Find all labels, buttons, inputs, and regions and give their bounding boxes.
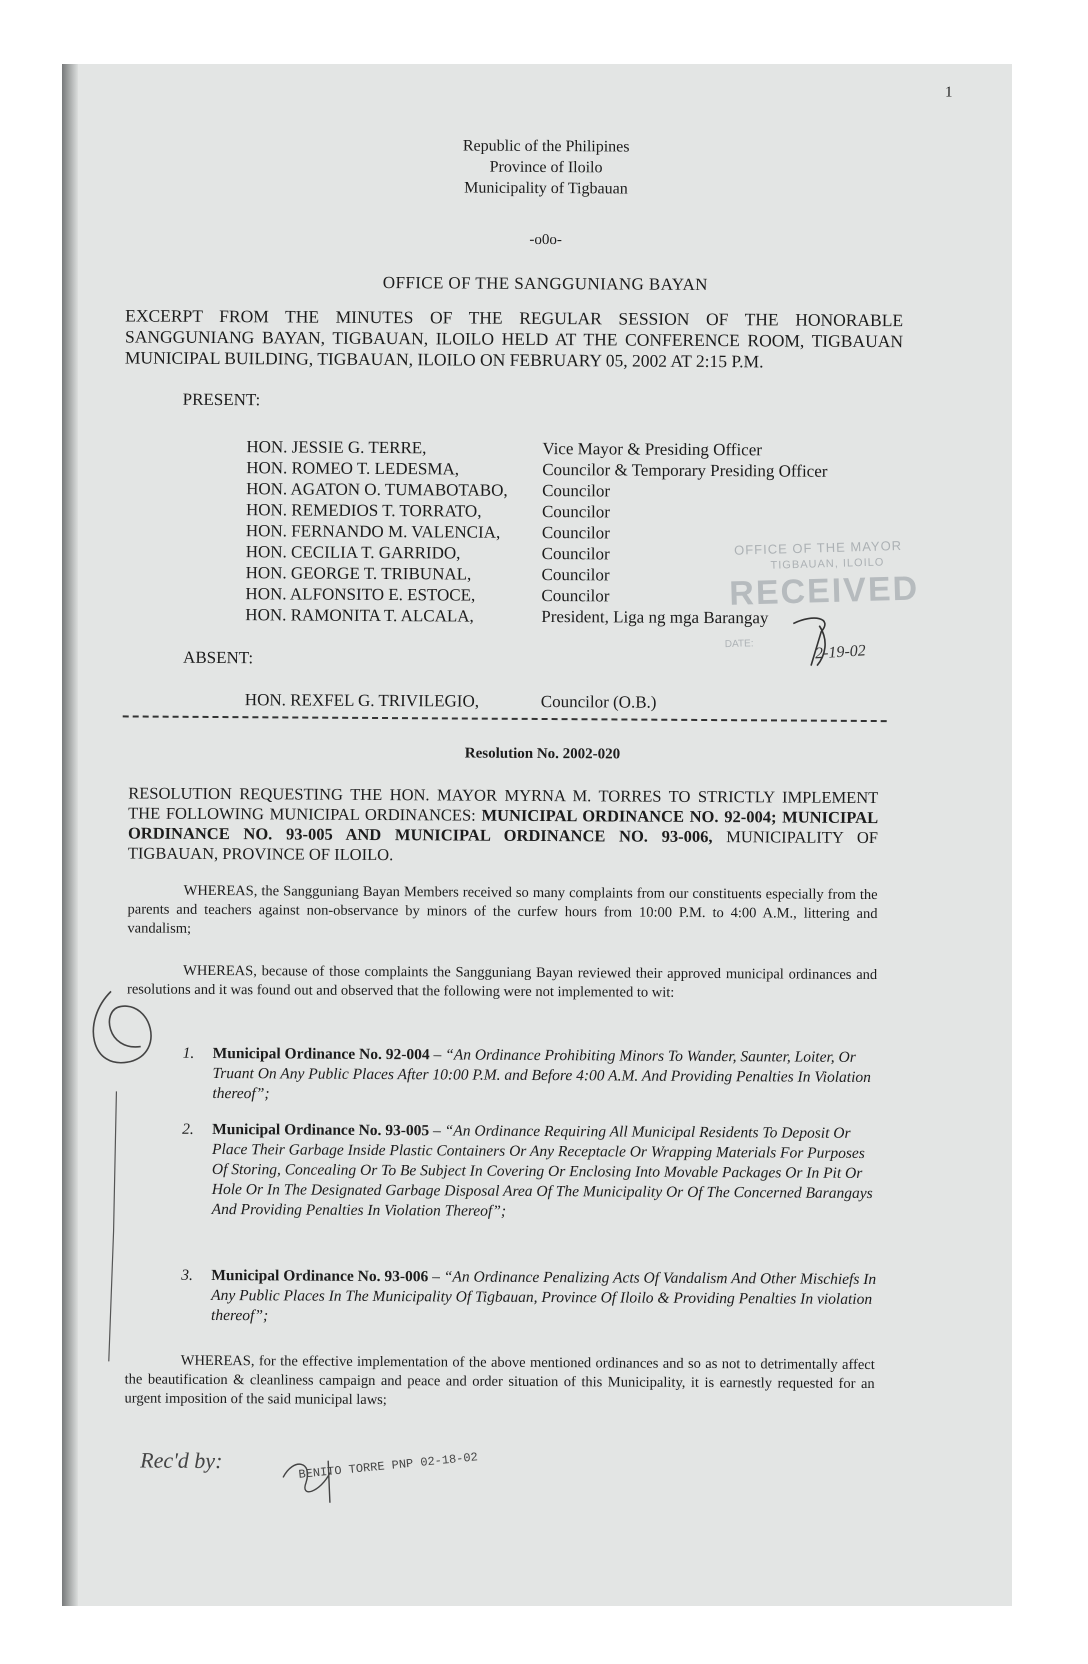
ordinance-title: Municipal Ordinance No. 93-006	[211, 1266, 429, 1286]
resolution-title-part1: RESOLUTION REQUESTING THE HON. MAYOR MYRNA M. TORRES TO STRICTLY IMPLEMENT THE FOLLOWING MUNICIPAL ORDINANCES:	[128, 783, 879, 825]
present-name: HON. ROMEO T. LEDESMA,	[246, 458, 460, 479]
absent-name: HON. REXFEL G. TRIVILEGIO,	[244, 690, 480, 711]
stamp-received: RECEIVED	[728, 569, 920, 613]
received-by-note: Rec'd by:	[140, 1447, 223, 1474]
absent-heading: ABSENT:	[183, 647, 254, 668]
letterhead-province: Province of Iloilo	[489, 158, 603, 177]
ordinance-description: – “An Ordinance Requiring All Municipal Residents To Deposit Or Place Their Garbage Inside Plastic Containers Or Any Receptacle Or Wrapping Materials For Purposes Of Storing, Concealing Or To Be Subject In Covering Or Enclosing Into Movable Packages Or In Pit Or Hole Or In The Designated Garbage Disposal Area Of The Municipality Or Of The Concerned Barangays And Providing Penalties In Violation Thereof”;	[211, 1122, 873, 1220]
received-stamp	[720, 532, 955, 659]
resolution-number: Resolution No. 2002-020	[464, 745, 621, 763]
letterhead-municipality: Municipality of Tigbauan	[464, 179, 628, 198]
excerpt-heading: EXCERPT FROM THE MINUTES OF THE REGULAR SESSION OF THE HONORABLE SANGGUNIANG BAYAN, TIGBAUAN, ILOILO HELD AT THE CONFERENCE ROOM, TIGBAUAN MUNICIPAL BUILDING, TIGBAUAN, ILOILO ON FEBRUARY 05, 2002 AT 2:15 P.M.	[124, 305, 904, 372]
present-name: HON. AGATON O. TUMABOTABO,	[246, 479, 508, 500]
whereas-1-text: WHEREAS, the Sangguniang Bayan Members received so many complaints from our constituents especially from the parents and teachers against non-observance by minors of the curfew hours from 10:00 P.M. to 4:00 A.M., littering and vandalism;	[127, 882, 878, 937]
present-heading: PRESENT:	[182, 389, 261, 410]
page-number: 1	[944, 84, 953, 101]
absent-row	[245, 690, 865, 714]
stamp-handwritten-date: 2-19-02	[814, 642, 867, 663]
present-name: HON. RAMONITA T. ALCALA,	[245, 605, 474, 626]
resolution-title	[128, 783, 878, 868]
present-name: HON. JESSIE G. TERRE,	[246, 437, 427, 458]
footer-signature-stamp: BENITO TORRE PNP 02-18-02	[297, 1450, 479, 1482]
ordinance-title: Municipal Ordinance No. 93-005	[212, 1120, 430, 1140]
present-name: HON. GEORGE T. TRIBUNAL,	[245, 563, 472, 584]
whereas-3-text: WHEREAS, for the effective implementation of the above mentioned ordinances and so as not to detrimentally affect the beautification & cleanliness campaign and peace and order situation of this Municipality, it is earnestly requested for an urgent imposition of the said municipal laws;	[124, 1352, 875, 1409]
stamp-office: OFFICE OF THE MAYOR	[733, 537, 903, 558]
present-role: Vice Mayor & Presiding Officer	[542, 438, 763, 460]
present-role: Councilor	[541, 585, 610, 606]
ordinance-title: Municipal Ordinance No. 92-004	[212, 1044, 430, 1064]
present-name: HON. FERNANDO M. VALENCIA,	[245, 521, 501, 542]
margin-signature-loop	[93, 991, 151, 1063]
ordinance-description: – “An Ordinance Penalizing Acts Of Vandalism And Other Mischiefs In Any Public Places In The Municipality Of Tigbauan, Province Of Iloilo & Providing Penalties In violation thereof”;	[211, 1268, 877, 1325]
resolution-title-part3: MUNICIPALITY OF TIGBAUAN, PROVINCE OF ILOILO.	[127, 827, 879, 865]
whereas-2-text: WHEREAS, because of those complaints the Sangguniang Bayan reviewed their approved municipal ordinances and resolutions and it was found out and observed that the following were not implemented to wit:	[126, 962, 878, 1001]
ordinance-number: 1.	[182, 1044, 195, 1062]
ordinance-item	[181, 1266, 881, 1330]
present-role: Councilor	[541, 501, 611, 522]
letterhead-country: Republic of the Philipines	[462, 137, 630, 156]
whereas-paragraph-3	[124, 1351, 874, 1413]
present-role: Councilor & Temporary Presiding Officer	[542, 459, 828, 481]
present-role: Councilor	[541, 522, 610, 543]
separator: -o0o-	[529, 231, 562, 249]
whereas-paragraph-2	[127, 961, 877, 1004]
dashed-divider	[123, 715, 887, 722]
present-role: Councilor	[541, 543, 610, 564]
ordinance-number: 3.	[181, 1266, 193, 1284]
letterhead	[76, 133, 1012, 202]
present-role: Councilor	[541, 564, 610, 585]
present-name: HON. REMEDIOS T. TORRATO,	[245, 500, 482, 521]
present-name: HON. CECILIA T. GARRIDO,	[245, 542, 461, 563]
resolution-title-ordinances: MUNICIPAL ORDINANCE NO. 92-004; MUNICIPAL ORDINANCE NO. 93-005 AND MUNICIPAL ORDINANCE NO. 93-006,	[127, 805, 879, 847]
ordinance-number: 2.	[182, 1120, 194, 1138]
document-sheet	[67, 64, 1012, 1606]
ordinance-item	[182, 1120, 883, 1224]
document-photo	[62, 64, 1012, 1606]
present-role: Councilor	[542, 480, 611, 501]
ordinance-description: – “An Ordinance Prohibiting Minors To Wander, Saunter, Loiter, Or Truant On Any Public Places After 10:00 P.M. and Before 4:00 A.M. And Providing Penalties In Violation thereof”;	[212, 1046, 871, 1103]
ordinance-item	[182, 1044, 882, 1108]
whereas-paragraph-1	[127, 881, 877, 943]
absent-role: Councilor (O.B.)	[540, 691, 657, 712]
present-role: President, Liga ng mga Barangay	[541, 606, 769, 628]
margin-signature-line	[109, 1091, 117, 1361]
stamp-date-label: DATE:	[724, 638, 754, 651]
stamp-location: TIGBAUAN, ILOILO	[770, 556, 885, 572]
office-title: OFFICE OF THE SANGGUNIANG BAYAN	[382, 273, 708, 295]
present-name: HON. ALFONSITO E. ESTOCE,	[245, 584, 476, 605]
